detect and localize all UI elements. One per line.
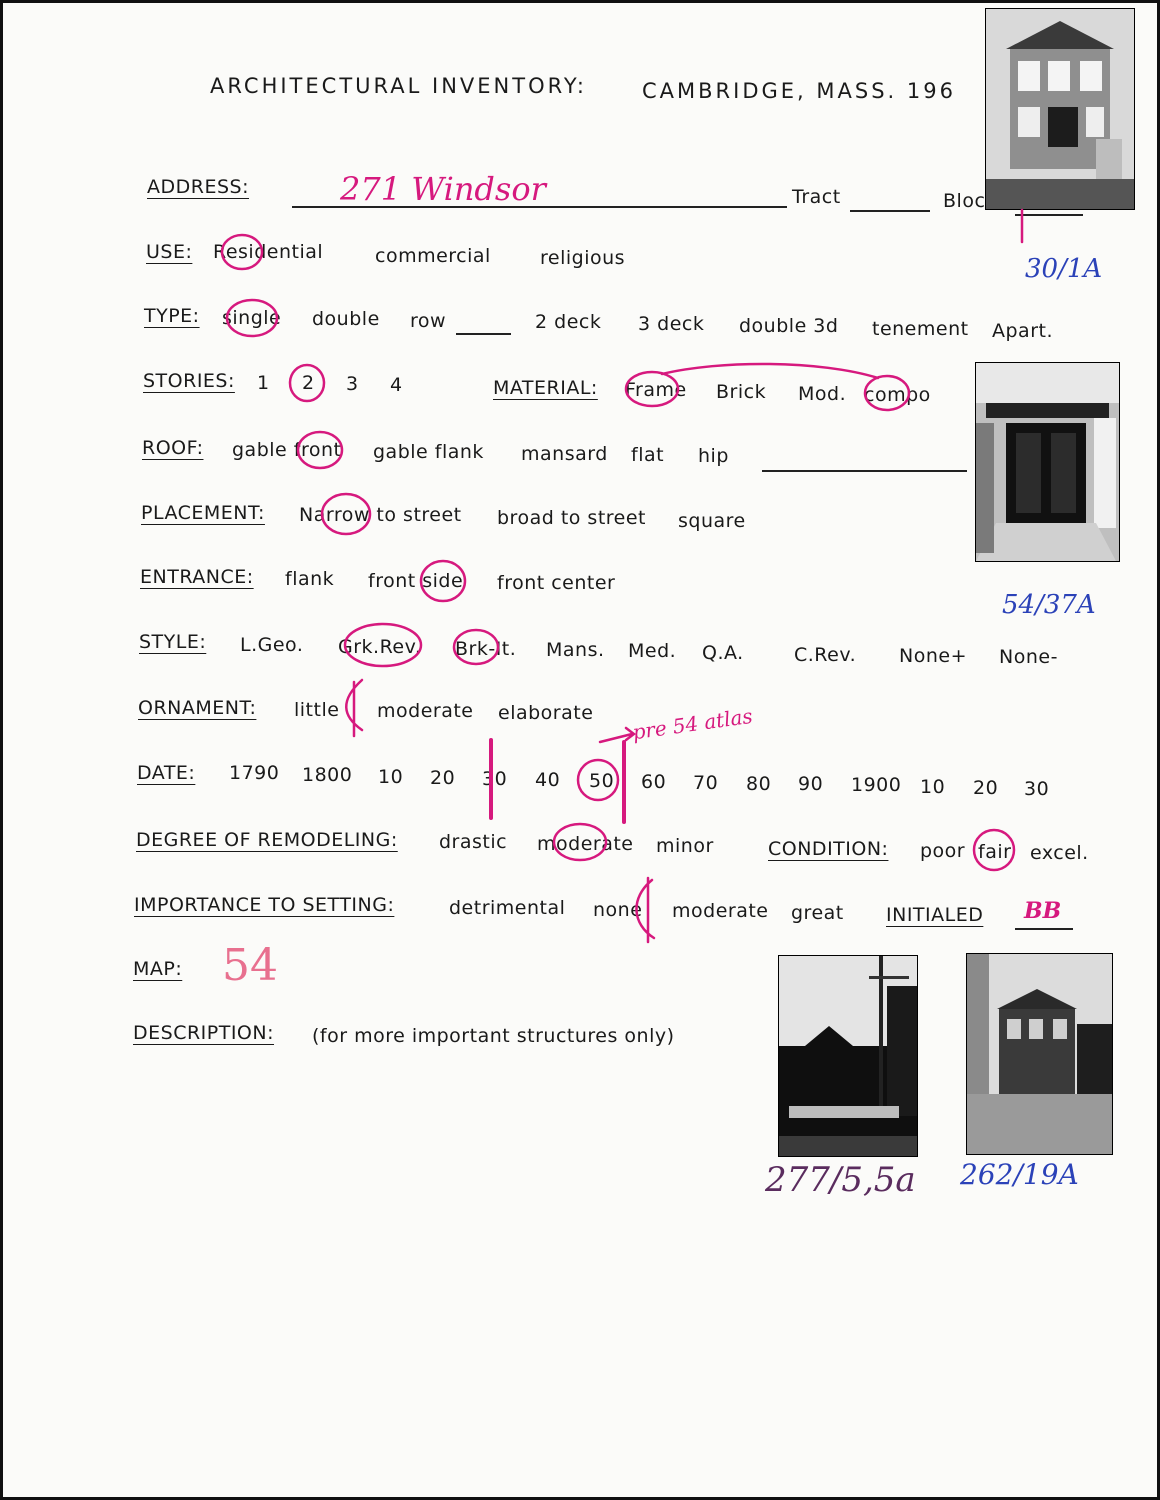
handwritten-initials: BB <box>1024 898 1062 924</box>
streetscape-photo <box>778 955 918 1157</box>
photo-ref-3: 277/5,5a <box>765 1160 916 1200</box>
initialed-line <box>1015 928 1073 930</box>
type-option-3-deck: 3 deck <box>638 313 705 335</box>
type-option-2-deck: 2 deck <box>535 311 602 333</box>
ornament-option-elaborate: elaborate <box>498 702 594 724</box>
importance-option-none: none <box>593 899 643 921</box>
date-option-60: 60 <box>641 771 667 793</box>
handwritten-date-note: pre 54 atlas <box>630 703 755 745</box>
roof-other-blank <box>762 470 967 472</box>
roof-option-hip: hip <box>698 445 729 467</box>
roof-option-mansard: mansard <box>521 443 608 465</box>
placement-option-broad: broad to street <box>497 507 647 529</box>
roof-label: ROOF: <box>142 437 204 459</box>
date-option-40: 40 <box>535 769 561 791</box>
photo-ref-2: 54/37A <box>1002 590 1096 620</box>
date-option-1800: 1800 <box>302 764 353 786</box>
style-option-qa: Q.A. <box>702 642 744 664</box>
style-option-none-plus: None+ <box>899 645 967 667</box>
stories-option-4: 4 <box>390 374 403 396</box>
style-option-crev: C.Rev. <box>794 644 857 666</box>
house-photo-front <box>985 8 1135 210</box>
material-option-mod: Mod. <box>798 383 847 405</box>
type-option-apart: Apart. <box>992 320 1054 342</box>
roof-option-gable-flank: gable flank <box>373 441 484 463</box>
use-option-religious: religious <box>540 247 626 269</box>
ornament-option-moderate: moderate <box>377 700 474 722</box>
style-option-lgeo: L.Geo. <box>240 634 304 656</box>
map-label: MAP: <box>133 958 183 980</box>
roof-option-gable-front: gable front <box>232 439 342 461</box>
type-option-single: single <box>222 307 282 329</box>
remodeling-option-drastic: drastic <box>439 831 508 853</box>
type-label: TYPE: <box>144 305 200 327</box>
condition-option-poor: poor <box>920 840 966 862</box>
date-option-1790: 1790 <box>229 762 280 784</box>
date-option-30: 30 <box>482 768 508 790</box>
date-option-10: 10 <box>378 766 404 788</box>
placement-label: PLACEMENT: <box>141 502 265 524</box>
style-option-brkit: Brk-It. <box>455 638 517 660</box>
date-option-1910: 10 <box>920 776 946 798</box>
type-option-double: double <box>312 308 380 330</box>
importance-option-detrimental: detrimental <box>449 897 566 919</box>
date-option-80: 80 <box>746 773 772 795</box>
type-option-tenement: tenement <box>872 318 969 340</box>
photo-ref-4: 262/19A <box>960 1158 1079 1191</box>
date-option-1900: 1900 <box>851 774 902 796</box>
type-option-double-3d: double 3d <box>739 315 839 337</box>
remodeling-label: DEGREE OF REMODELING: <box>136 829 398 851</box>
stories-option-1: 1 <box>257 372 270 394</box>
initialed-label: INITIALED <box>886 904 984 926</box>
remodeling-option-minor: minor <box>656 835 714 857</box>
stories-option-2: 2 <box>302 372 315 394</box>
block-line <box>1015 214 1083 216</box>
type-option-row: row <box>410 310 447 332</box>
material-option-compo: compo <box>864 384 931 406</box>
ornament-option-little: little <box>294 699 340 721</box>
style-option-mans: Mans. <box>546 639 605 661</box>
date-option-1920: 20 <box>973 777 999 799</box>
description-note: (for more important structures only) <box>312 1025 675 1047</box>
condition-label: CONDITION: <box>768 838 889 860</box>
placement-option-narrow: Narrow to street <box>299 504 462 526</box>
date-label: DATE: <box>137 762 196 784</box>
importance-label: IMPORTANCE TO SETTING: <box>134 894 395 916</box>
date-option-70: 70 <box>693 772 719 794</box>
handwritten-address: 271 Windsor <box>340 170 546 208</box>
description-label: DESCRIPTION: <box>133 1022 275 1044</box>
entrance-label: ENTRANCE: <box>140 566 254 588</box>
importance-option-great: great <box>791 902 844 924</box>
condition-option-excel: excel. <box>1030 842 1089 864</box>
handwritten-map-number: 54 <box>222 940 278 991</box>
tract-label: Tract <box>792 186 841 208</box>
use-option-commercial: commercial <box>375 245 491 267</box>
tract-line <box>850 210 930 212</box>
date-option-20: 20 <box>430 767 456 789</box>
entrance-option-front-side: front side <box>368 570 464 592</box>
style-option-med: Med. <box>628 640 677 662</box>
form-title: ARCHITECTURAL INVENTORY: <box>210 74 587 98</box>
material-label: MATERIAL: <box>493 377 598 399</box>
remodeling-option-moderate: moderate <box>537 833 634 855</box>
type-row-blank <box>456 333 511 335</box>
condition-option-fair: fair <box>978 841 1012 863</box>
placement-option-square: square <box>678 510 746 532</box>
date-option-90: 90 <box>798 773 824 795</box>
style-option-none-minus: None- <box>999 646 1058 668</box>
importance-option-moderate: moderate <box>672 900 769 922</box>
use-option-residential: Residential <box>213 241 324 263</box>
material-option-brick: Brick <box>716 381 767 403</box>
form-city: CAMBRIDGE, MASS. 196 <box>642 79 956 103</box>
entrance-option-front-center: front center <box>497 572 616 594</box>
roof-option-flat: flat <box>631 444 665 466</box>
entrance-option-flank: flank <box>285 568 335 590</box>
style-option-grkrev: Grk.Rev. <box>338 636 422 658</box>
street-view-photo <box>966 953 1113 1155</box>
date-option-1930: 30 <box>1024 778 1050 800</box>
style-label: STYLE: <box>139 631 207 653</box>
use-label: USE: <box>146 241 193 263</box>
entrance-photo <box>975 362 1120 562</box>
stories-label: STORIES: <box>143 370 235 392</box>
date-option-50: 50 <box>589 770 615 792</box>
photo-ref-1: 30/1A <box>1025 254 1103 284</box>
material-option-frame: Frame <box>625 379 687 401</box>
address-label: ADDRESS: <box>147 176 249 198</box>
block-label: Bloc <box>943 190 986 212</box>
stories-option-3: 3 <box>346 373 359 395</box>
ornament-label: ORNAMENT: <box>138 697 257 719</box>
